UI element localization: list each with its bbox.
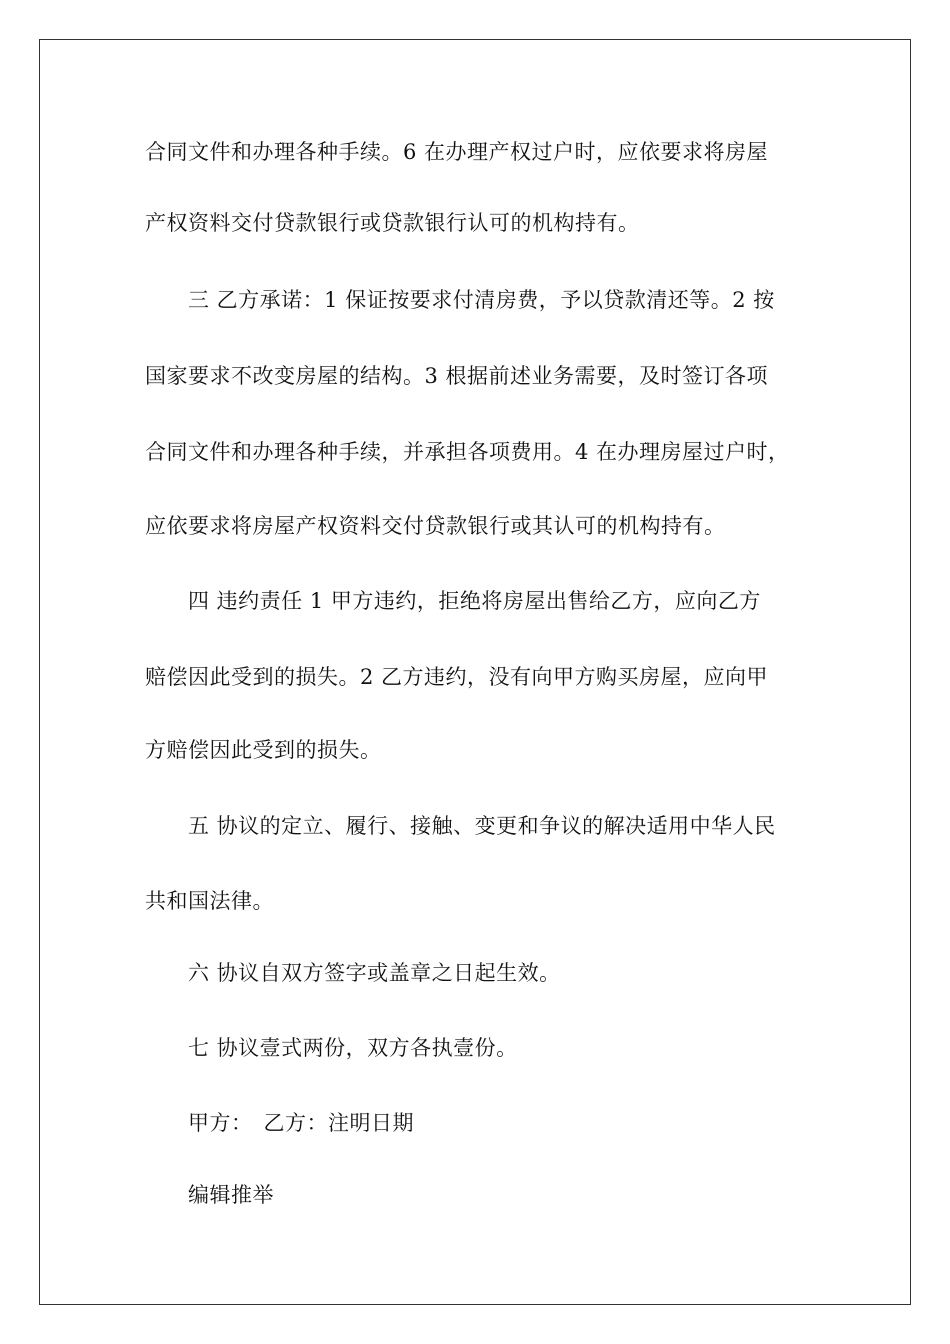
text-line: 三 乙方承诺：1 保证按要求付清房费，予以贷款清还等。2 按 bbox=[188, 288, 775, 312]
text-line: 方赔偿因此受到的损失。 bbox=[145, 738, 382, 762]
text-line: 编辑推举 bbox=[188, 1183, 274, 1207]
text-line: 国家要求不改变房屋的结构。3 根据前述业务需要，及时签订各项 bbox=[145, 364, 769, 388]
text-line: 七 协议壹式两份，双方各执壹份。 bbox=[188, 1036, 518, 1060]
text-line: 应依要求将房屋产权资料交付贷款银行或其认可的机构持有。 bbox=[145, 514, 726, 538]
text-line: 五 协议的定立、履行、接触、变更和争议的解决适用中华人民 bbox=[188, 814, 776, 838]
text-line: 甲方： 乙方：注明日期 bbox=[188, 1111, 414, 1135]
text-line: 六 协议自双方签字或盖章之日起生效。 bbox=[188, 961, 561, 985]
text-line: 四 违约责任 1 甲方违约，拒绝将房屋出售给乙方，应向乙方 bbox=[188, 589, 761, 613]
text-line: 合同文件和办理各种手续，并承担各项费用。4 在办理房屋过户时， bbox=[145, 440, 790, 464]
text-line: 合同文件和办理各种手续。6 在办理产权过户时，应依要求将房屋 bbox=[145, 140, 769, 164]
text-line: 产权资料交付贷款银行或贷款银行认可的机构持有。 bbox=[145, 211, 640, 235]
text-line: 共和国法律。 bbox=[145, 889, 274, 913]
text-line: 赔偿因此受到的损失。2 乙方违约，没有向甲方购买房屋，应向甲 bbox=[145, 665, 769, 689]
